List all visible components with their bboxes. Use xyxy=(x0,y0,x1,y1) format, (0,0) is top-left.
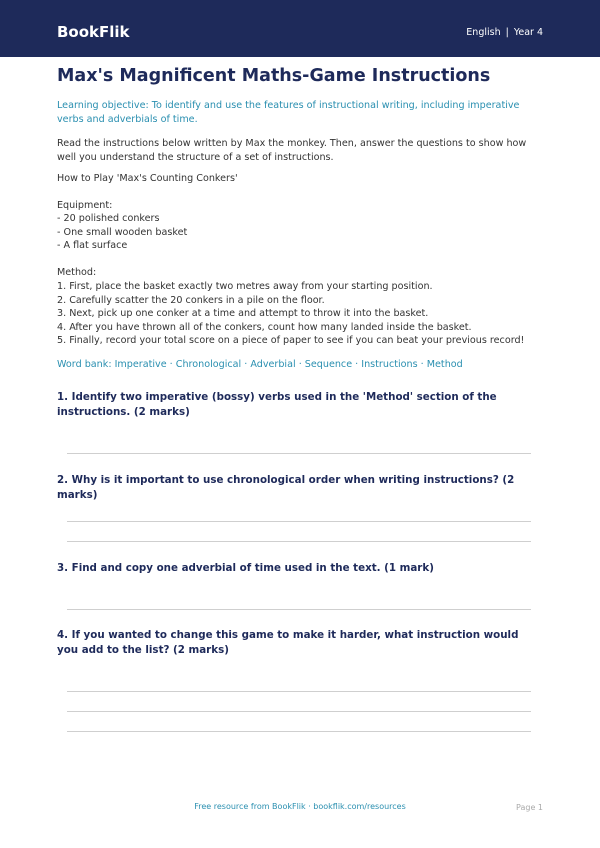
word-bank: Word bank: Imperative · Chronological · Adverbial · Sequence · Instructions · Method xyxy=(57,359,463,370)
year-label: Year 4 xyxy=(513,27,543,38)
brand-logo[interactable]: BookFlik xyxy=(57,23,130,41)
method-step: 4. After you have thrown all of the conkers, count how many landed inside the basket. xyxy=(57,322,472,333)
equipment-heading: Equipment: xyxy=(57,200,113,211)
answer-line[interactable] xyxy=(67,609,531,610)
answer-line[interactable] xyxy=(67,541,531,542)
footer-link[interactable]: Free resource from BookFlik · bookflik.com/resources xyxy=(194,802,406,811)
answer-line[interactable] xyxy=(67,453,531,454)
header-bar xyxy=(0,0,600,57)
learning-objective: Learning objective: To identify and use the features of instructional writing, including imperative verbs and adverbials of time. xyxy=(57,100,520,125)
page-title: Max's Magnificent Maths-Game Instructions xyxy=(57,66,491,86)
question-1: 1. Identify two imperative (bossy) verbs used in the 'Method' section of the instructions. (2 marks) xyxy=(57,391,497,418)
method-step: 1. First, place the basket exactly two metres away from your starting position. xyxy=(57,281,433,292)
equipment-item: - One small wooden basket xyxy=(57,227,188,238)
method-step: 5. Finally, record your total score on a piece of paper to see if you can beat your previous record! xyxy=(57,335,525,346)
method-step: 2. Carefully scatter the 20 conkers in a pile on the floor. xyxy=(57,295,325,306)
equipment-item: - A flat surface xyxy=(57,240,128,251)
question-2: 2. Why is it important to use chronological order when writing instructions? (2 marks) xyxy=(57,474,515,501)
header-separator: | xyxy=(505,27,509,38)
game-title: How to Play 'Max's Counting Conkers' xyxy=(57,173,238,184)
subject-label: English xyxy=(466,27,501,38)
question-3: 3. Find and copy one adverbial of time used in the text. (1 mark) xyxy=(57,562,434,574)
question-4: 4. If you wanted to change this game to make it harder, what instruction would you add to the list? (2 marks) xyxy=(57,629,519,656)
answer-line[interactable] xyxy=(67,731,531,732)
answer-line[interactable] xyxy=(67,521,531,522)
method-heading: Method: xyxy=(57,267,97,278)
method-step: 3. Next, pick up one conker at a time and attempt to throw it into the basket. xyxy=(57,308,429,319)
header-meta xyxy=(466,27,543,38)
intro-text: Read the instructions below written by Max the monkey. Then, answer the questions to show how well you understand the structure of a set of instructions. xyxy=(57,138,527,163)
page-number: Page 1 xyxy=(516,803,543,812)
answer-line[interactable] xyxy=(67,711,531,712)
answer-line[interactable] xyxy=(67,691,531,692)
equipment-item: - 20 polished conkers xyxy=(57,213,160,224)
